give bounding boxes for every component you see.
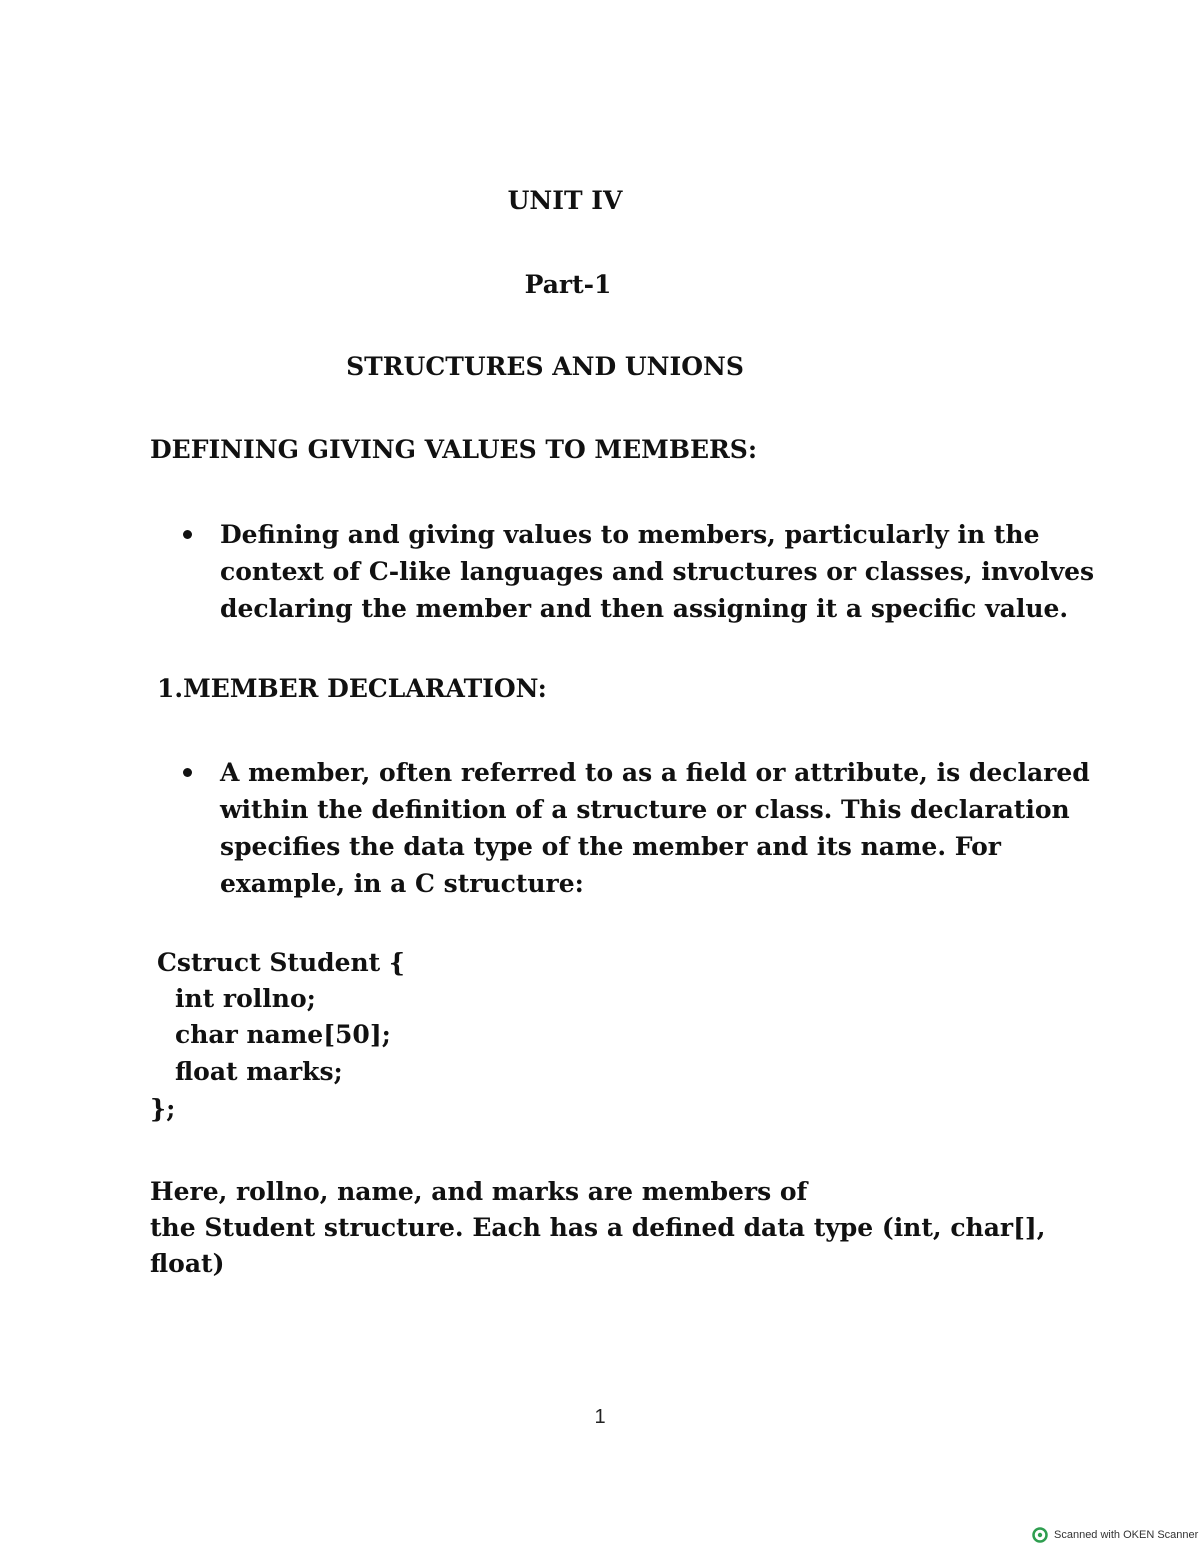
- main-title: STRUCTURES AND UNIONS: [346, 352, 744, 381]
- explanation-line: the Student structure. Each has a defined data type (int, char[], float): [150, 1213, 1046, 1278]
- code-line: Cstruct Student {: [157, 948, 406, 977]
- oken-scanner-logo-icon: [1032, 1527, 1048, 1543]
- scanner-watermark: [1032, 1527, 1198, 1543]
- part-title: Part-1: [524, 270, 612, 299]
- section-heading-defining: DEFINING GIVING VALUES TO MEMBERS:: [150, 435, 758, 464]
- explanation-paragraph: [150, 1174, 1090, 1282]
- page-number: 1: [594, 1406, 606, 1428]
- bullet-icon: [183, 530, 192, 539]
- code-line: float marks;: [175, 1057, 343, 1086]
- scanner-text: Scanned with OKEN Scanner: [1054, 1529, 1199, 1541]
- code-line: int rollno;: [175, 984, 316, 1013]
- unit-title: UNIT IV: [507, 186, 623, 215]
- bullet-icon: [183, 768, 192, 777]
- bullet-text-defining: Defining and giving values to members, particularly in the context of C-like languages and structures or classes, involves declaring the member and then assigning it a specific value.: [220, 520, 1095, 623]
- bullet-text-member-declaration: A member, often referred to as a field or attribute, is declared within the definition of a structure or class. This declaration specifies the data type of the member and its name. For example, in a C structure:: [220, 758, 1090, 898]
- section-heading-member-declaration: 1.MEMBER DECLARATION:: [157, 674, 547, 703]
- code-line: };: [150, 1094, 176, 1123]
- explanation-line: Here, rollno, name, and marks are members of: [150, 1177, 808, 1206]
- code-line: char name[50];: [175, 1020, 391, 1049]
